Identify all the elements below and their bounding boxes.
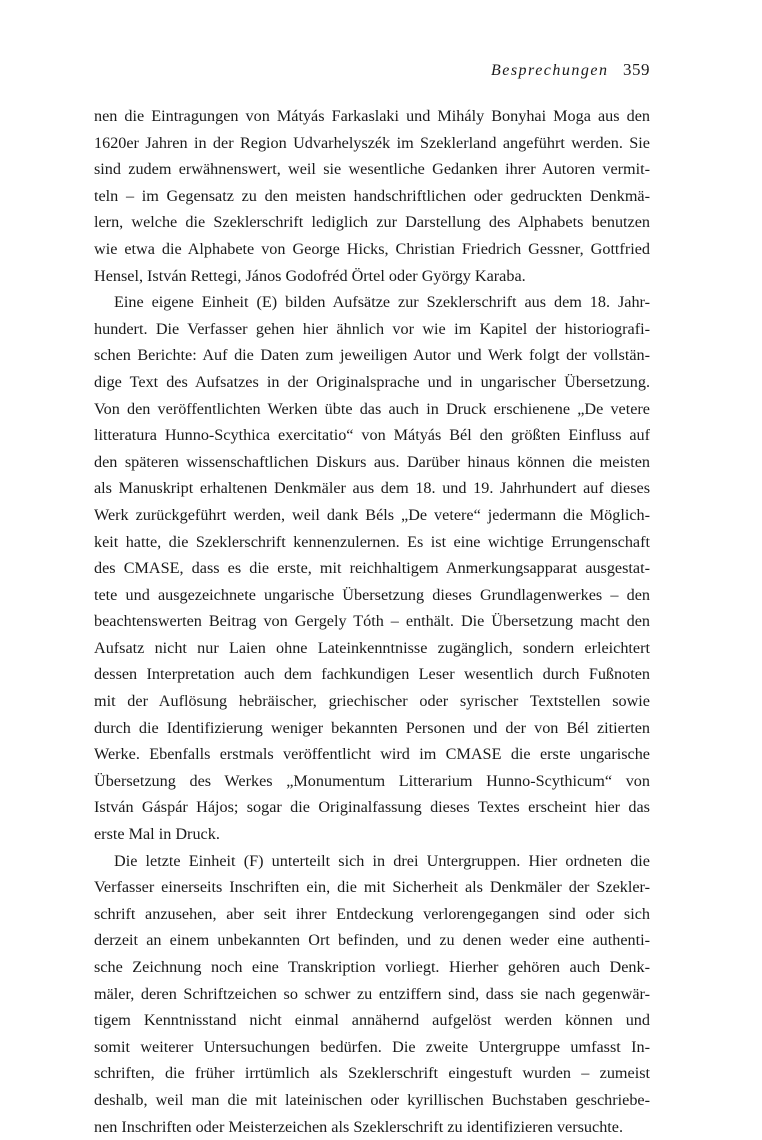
text-line: sche Zeichnung noch eine Transkription vorliegt. Hierher gehören auch Denk- — [94, 958, 650, 976]
text-line: Verfasser einerseits Inschriften ein, die mit Sicherheit als Denkmäler der Szekler- — [94, 878, 650, 897]
text-line: als Manuskript erhaltenen Denkmäler aus dem 18. und 19. Jahrhundert auf dieses — [94, 479, 650, 498]
text-line: teln – im Gegensatz zu den meisten handschriftlichen oder gedruckten Denkmä- — [94, 186, 650, 205]
text-line: Von den veröffentlichten Werken übte das auch in Druck erschienene „De vetere — [94, 399, 650, 418]
paragraph — [94, 103, 650, 289]
text-line: des CMASE, dass es die erste, mit reichhaltigem Anmerkungsapparat ausgestat- — [94, 559, 650, 578]
text-line: derzeit an einem unbekannten Ort befinden, und zu denen weder eine authenti- — [94, 931, 650, 950]
text-line: István Gáspár Hájos; sogar die Originalfassung dieses Textes erscheint hier das — [94, 798, 650, 817]
text-line: Übersetzung des Werkes „Monumentum Litterarium Hunno-Scythicum“ von — [94, 771, 650, 790]
text-line: nen Inschriften oder Meisterzeichen als Szeklerschrift zu identifizieren versuchte. — [94, 1117, 624, 1136]
text-line: lern, welche die Szeklerschrift lediglich zur Darstellung des Alphabets benutzen — [94, 213, 650, 232]
body-text — [94, 103, 650, 1140]
text-line: schriften, die früher irrtümlich als Szeklerschrift eingestuft wurden – zumeist — [94, 1064, 650, 1083]
running-head — [491, 60, 650, 80]
text-line: tigem Kenntnisstand nicht einmal annähernd aufgelöst werden können und — [94, 1011, 650, 1030]
text-line: litteratura Hunno-Scythica exercitatio“ von Mátyás Bél den größten Einfluss auf — [94, 426, 650, 445]
text-line: deshalb, weil man die mit lateinischen oder kyrillischen Buchstaben geschriebe- — [94, 1090, 650, 1109]
text-line: durch die Identifizierung weniger bekannten Personen und der von Bél zitierten — [94, 718, 650, 737]
text-line: dessen Interpretation auch dem fachkundigen Leser wesentlich durch Fußnoten — [94, 665, 650, 684]
text-line: mäler, deren Schriftzeichen so schwer zu entziffern sind, dass sie nach gegenwär- — [94, 984, 650, 1003]
text-line: den späteren wissenschaftlichen Diskurs aus. Darüber hinaus können die meisten — [94, 452, 650, 471]
paragraph — [94, 289, 650, 847]
text-line: dige Text des Aufsatzes in der Originalsprache und in ungarischer Übersetzung. — [94, 372, 650, 391]
text-line: keit hatte, die Szeklerschrift kennenzulernen. Es ist eine wichtige Errungenschaft — [94, 532, 650, 551]
text-line: 1620er Jahren in der Region Udvarhelyszék im Szeklerland angeführt werden. Sie — [94, 133, 650, 152]
section-title: Besprechungen — [490, 62, 609, 79]
text-line: Werk zurückgeführt werden, weil dank Béls „De vetere“ jedermann die Möglich- — [94, 505, 650, 524]
text-line: beachtenswerten Beitrag von Gergely Tóth – enthält. Die Übersetzung macht den — [94, 612, 650, 631]
text-line: sind zudem erwähnenswert, weil sie wesentliche Gedanken ihrer Autoren vermit- — [94, 160, 650, 179]
text-line: Hensel, István Rettegi, János Godofréd Örtel oder György Karaba. — [94, 266, 526, 285]
text-line: mit der Auflösung hebräischer, griechischer oder syrischer Textstellen sowie — [94, 692, 650, 711]
text-line: somit weiterer Untersuchungen bedürfen. Die zweite Untergruppe umfasst In- — [94, 1037, 650, 1056]
text-line: hundert. Die Verfasser gehen hier ähnlich vor wie im Kapitel der historiografi- — [94, 319, 650, 338]
paragraph — [94, 848, 650, 1140]
text-line: Werke. Ebenfalls erstmals veröffentlicht wird im CMASE die erste ungarische — [94, 745, 650, 764]
text-line: Die letzte Einheit (F) unterteilt sich in drei Untergruppen. Hier ordneten die — [114, 851, 650, 870]
text-line: schen Berichte: Auf die Daten zum jeweiligen Autor und Werk folgt der vollstän- — [94, 346, 650, 365]
text-line: nen die Eintragungen von Mátyás Farkaslaki und Mihály Bonyhai Moga aus den — [94, 107, 650, 125]
text-line: wie etwa die Alphabete von George Hicks, Christian Friedrich Gessner, Gottfried — [94, 239, 650, 258]
text-line: Eine eigene Einheit (E) bilden Aufsätze zur Szeklerschrift aus dem 18. Jahr- — [114, 293, 650, 312]
text-line: erste Mal in Druck. — [94, 825, 220, 844]
text-line: Aufsatz nicht nur Laien ohne Lateinkenntnisse zugänglich, sondern erleichtert — [94, 638, 650, 657]
text-line: tete und ausgezeichnete ungarische Übersetzung dieses Grundlagenwerkes – den — [94, 585, 650, 604]
text-line: schrift anzusehen, aber seit ihrer Entdeckung verlorengegangen sind oder sich — [94, 904, 650, 923]
page-number: 359 — [623, 60, 650, 79]
